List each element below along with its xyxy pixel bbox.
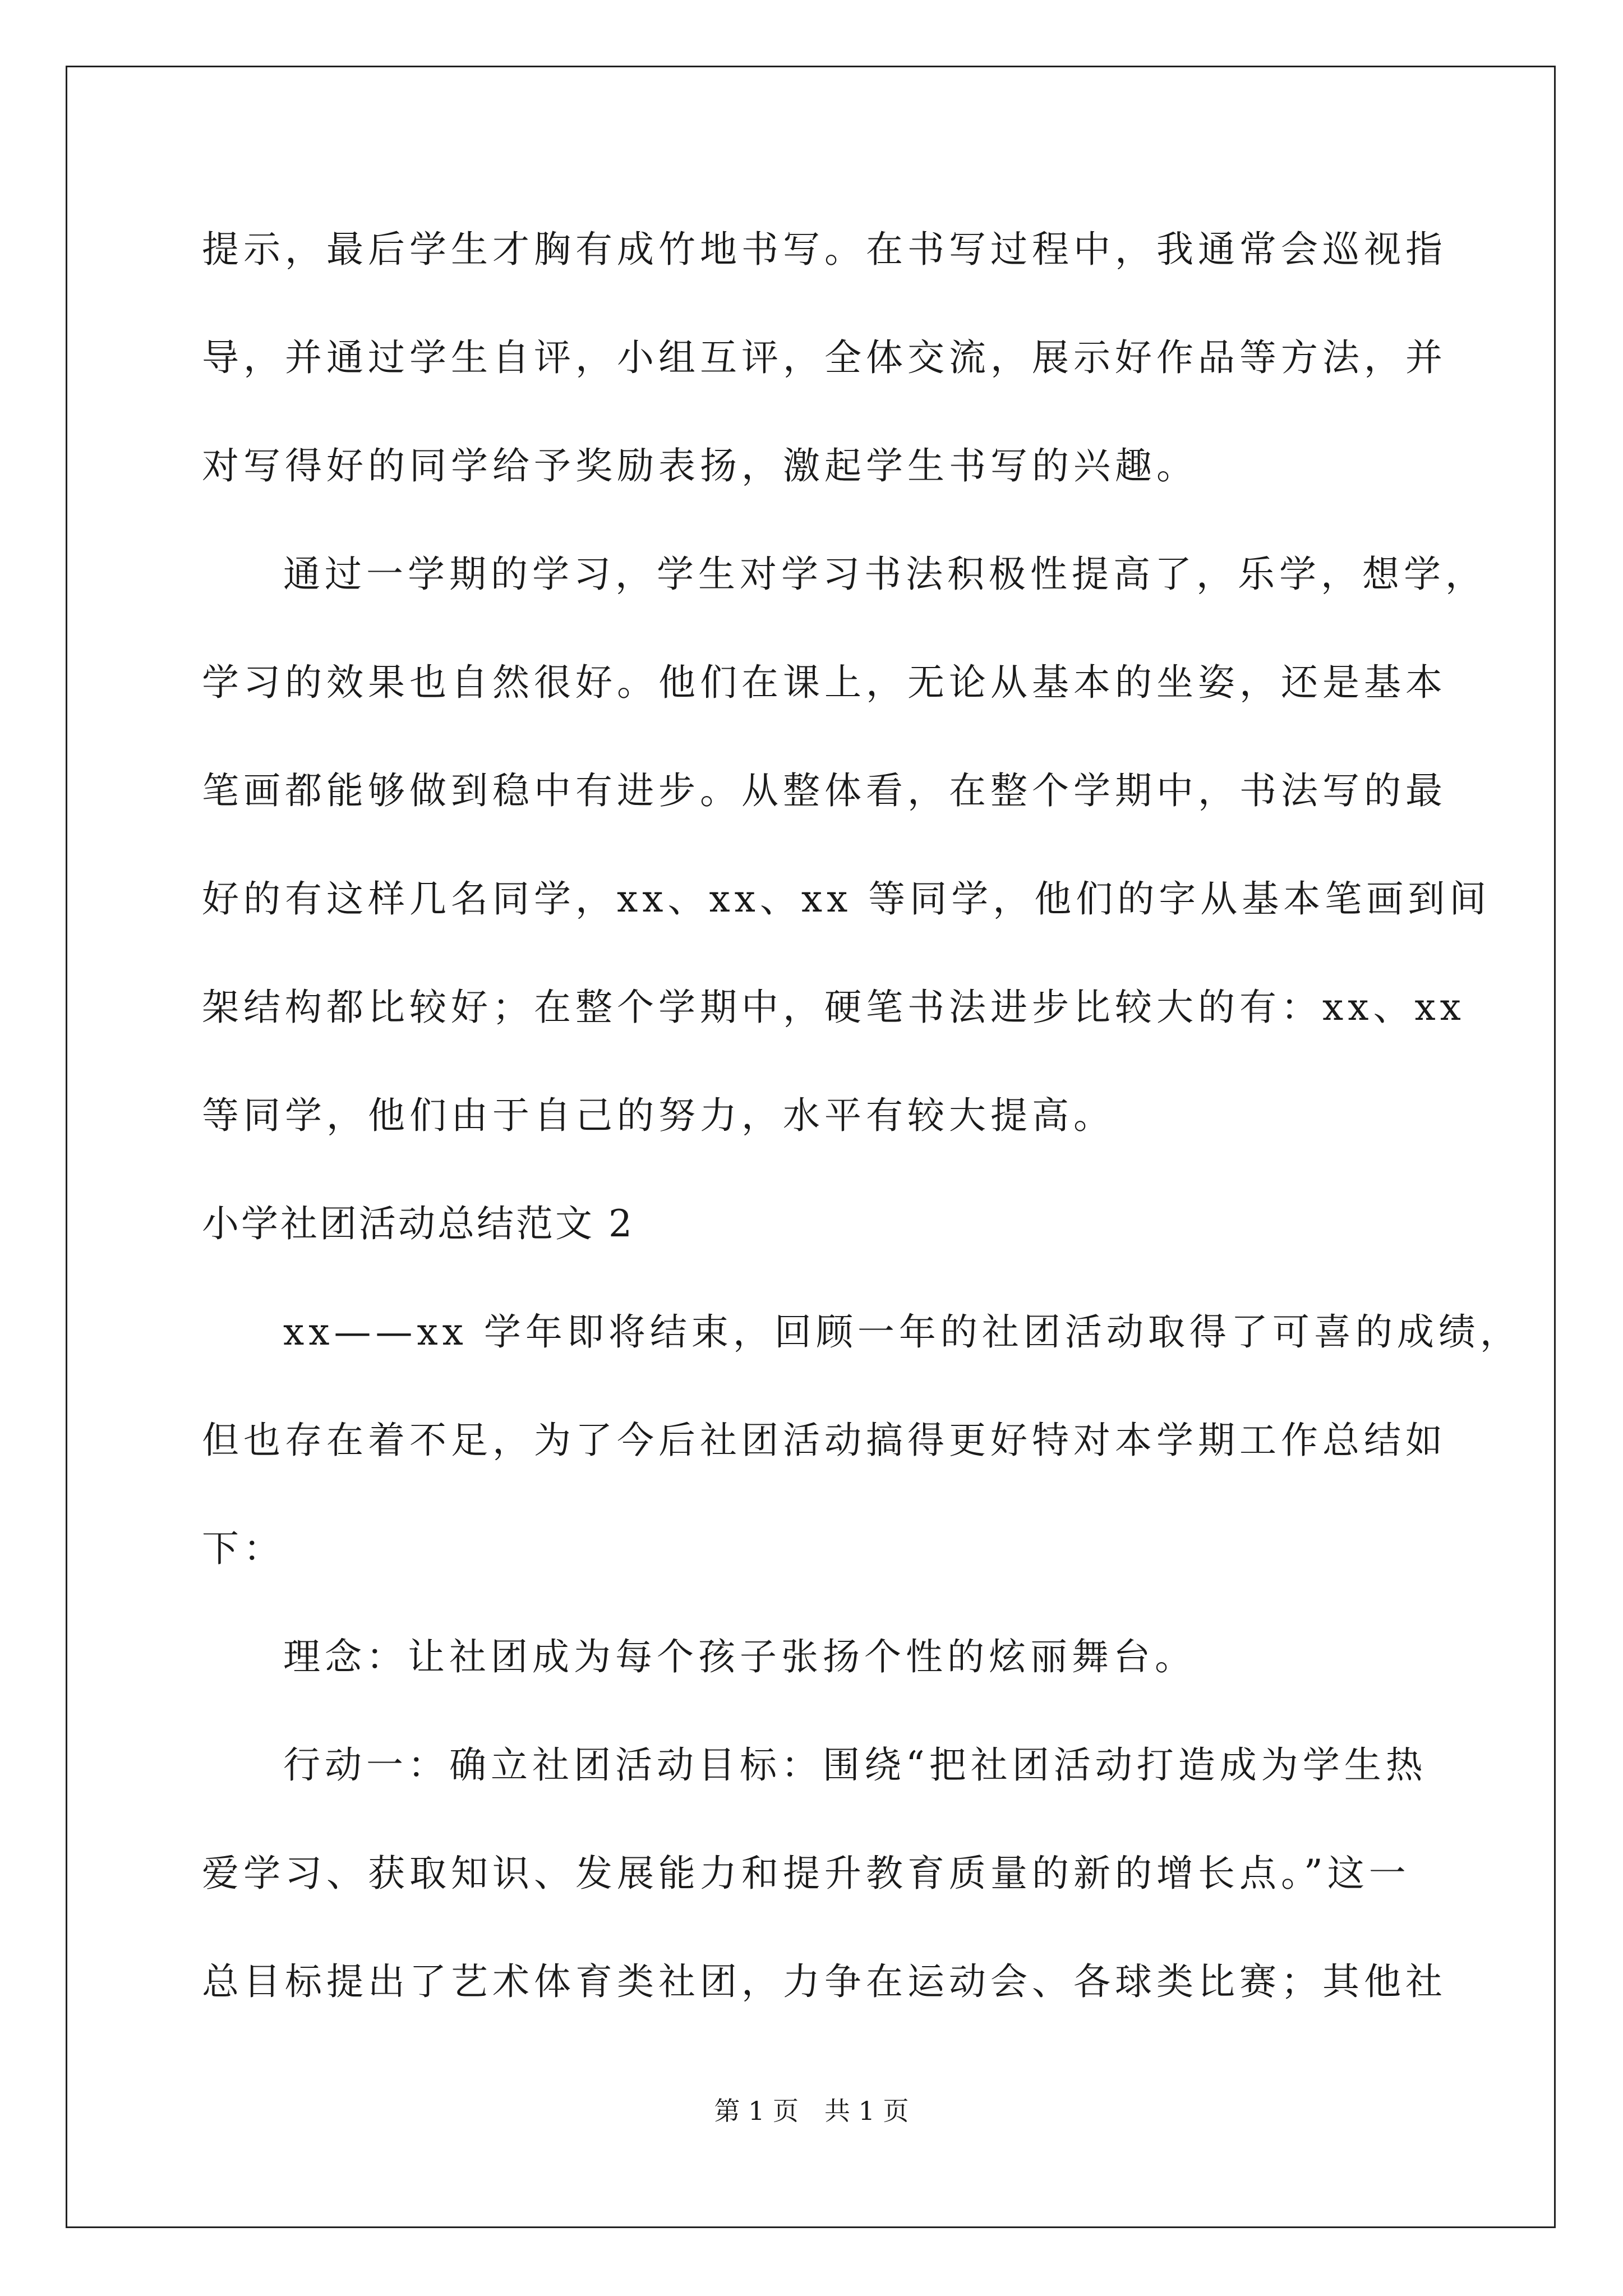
paragraph-first-line: 理念：让社团成为每个孩子张扬个性的炫丽舞台。 bbox=[283, 1635, 1196, 1678]
paragraph-first-line: xx——xx 学年即将结束，回顾一年的社团活动取得了可喜的成绩， bbox=[283, 1310, 1521, 1354]
text-line: 导，并通过学生自评，小组互评，全体交流，展示好作品等方法，并 bbox=[202, 336, 1447, 379]
text-line: 学习的效果也自然很好。他们在课上，无论从基本的坐姿，还是基本 bbox=[202, 661, 1447, 704]
text-line: 爱学习、获取知识、发展能力和提升教育质量的新的增长点。”这一 bbox=[202, 1852, 1410, 1895]
text-line: 下： bbox=[202, 1527, 285, 1570]
text-line: 等同学，他们由于自己的努力，水平有较大提高。 bbox=[202, 1094, 1115, 1137]
paragraph-first-line: 通过一学期的学习，学生对学习书法积极性提高了，乐学，想学， bbox=[283, 553, 1487, 596]
text-line: 对写得好的同学给予奖励表扬，激起学生书写的兴趣。 bbox=[202, 444, 1198, 487]
text-line: 架结构都比较好；在整个学期中，硬笔书法进步比较大的有：xx、xx bbox=[202, 986, 1465, 1029]
page-footer: 第 1 页 共 1 页 bbox=[714, 2096, 909, 2126]
text-line: 提示，最后学生才胸有成竹地书写。在书写过程中，我通常会巡视指 bbox=[202, 228, 1447, 271]
paragraph-first-line: 行动一：确立社团活动目标：围绕“把社团活动打造成为学生热 bbox=[283, 1743, 1427, 1787]
section-heading: 小学社团活动总结范文 2 bbox=[202, 1202, 634, 1245]
text-line: 总目标提出了艺术体育类社团，力争在运动会、各球类比赛；其他社 bbox=[202, 1960, 1447, 2003]
text-line: 笔画都能够做到稳中有进步。从整体看，在整个学期中，书法写的最 bbox=[202, 769, 1447, 812]
text-line: 好的有这样几名同学，xx、xx、xx 等同学，他们的字从基本笔画到间 bbox=[202, 877, 1491, 921]
text-line: 但也存在着不足，为了今后社团活动搞得更好特对本学期工作总结如 bbox=[202, 1419, 1447, 1462]
